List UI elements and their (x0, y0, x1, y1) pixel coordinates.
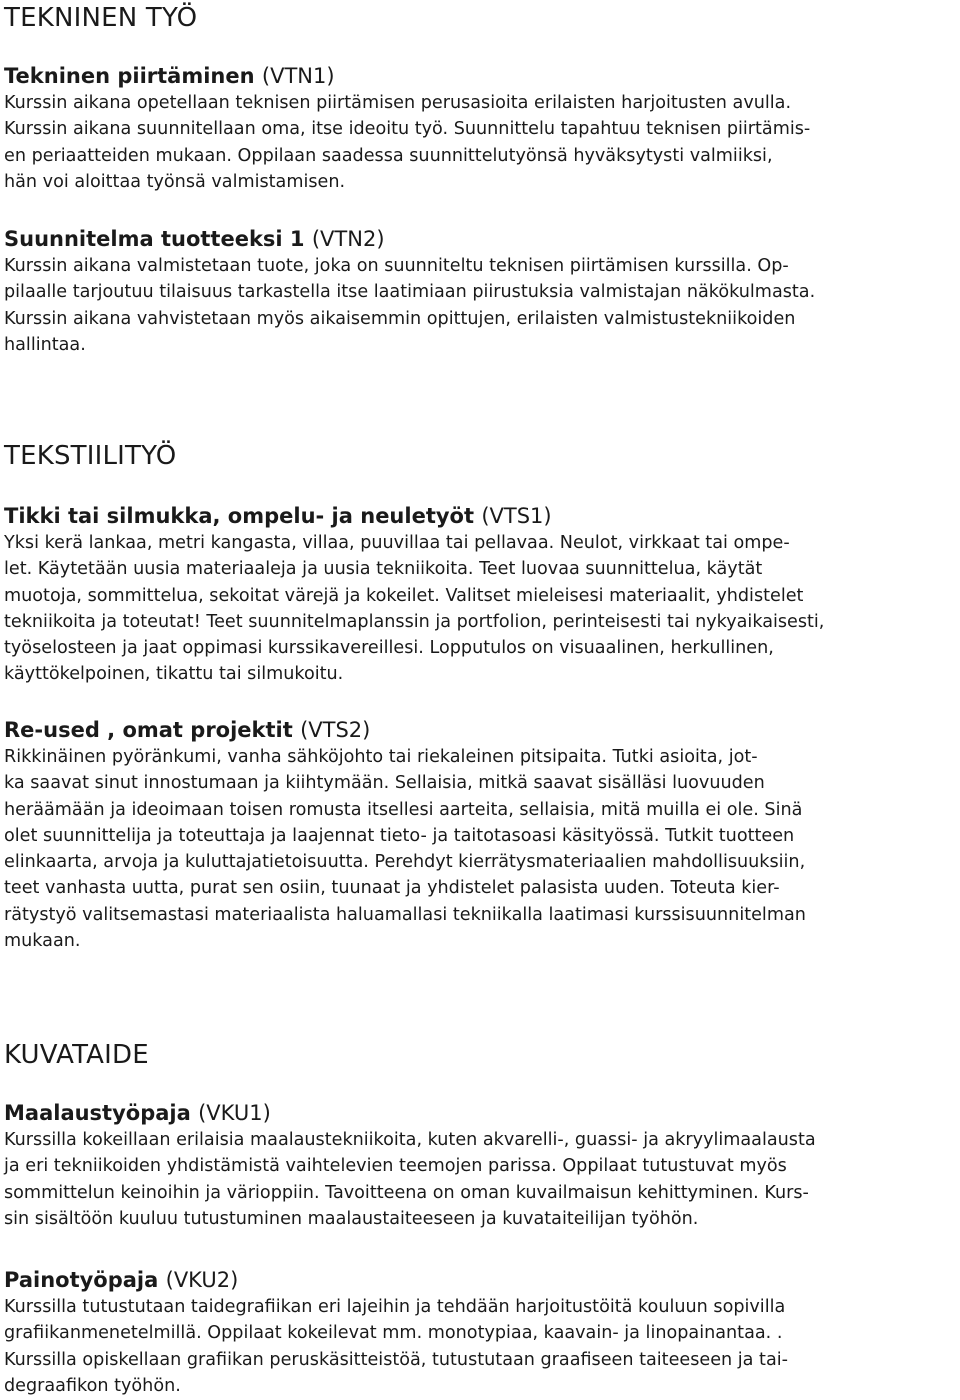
text-line: let. Käytetään uusia materiaaleja ja uusia tekniikoita. Teet luovaa suunnittelua, käytät (4, 559, 763, 580)
text-line: käyttökelpoinen, tikattu tai silmukoitu. (4, 664, 344, 685)
course-heading (4, 62, 942, 90)
section-title-kuvataide: KUVATAIDE (4, 1040, 149, 1070)
course-vtn1 (4, 62, 942, 195)
text-line: Kurssilla tutustutaan taidegrafiikan eri lajeihin ja tehdään harjoitustöitä kouluun sopivilla (4, 1297, 786, 1317)
course-description (4, 90, 942, 195)
course-vtn2 (4, 225, 942, 358)
text-line: Kurssin aikana valmistetaan tuote, joka on suunniteltu teknisen piirtämisen kurssilla. Op- (4, 256, 789, 276)
course-heading (4, 502, 942, 530)
course-name: Maalaustyöpaja (4, 1101, 191, 1125)
text-line: elinkaarta, arvoja ja kuluttajatietoisuutta. Perehdyt kierrätysmateriaalien mahdollisuuksiin, (4, 852, 806, 873)
text-line: Kurssin aikana opetellaan teknisen piirtämisen perusasioita erilaisten harjoitusten avulla. (4, 93, 792, 113)
text-line: degraafikon työhön. (4, 1375, 181, 1396)
text-line: työselosteen ja jaat oppimasi kurssikavereillesi. Lopputulos on visuaalinen, herkullinen, (4, 638, 774, 659)
text-line: Kurssilla kokeillaan erilaisia maalaustekniikoita, kuten akvarelli-, guassi- ja akryylimaalausta (4, 1130, 816, 1150)
text-line: sommittelun keinoihin ja värioppiin. Tavoitteena on oman kuvailmaisun kehittyminen. Kurs- (4, 1182, 809, 1203)
course-vku1 (4, 1099, 942, 1232)
text-line: Kurssin aikana vahvistetaan myös aikaisemmin opittujen, erilaisten valmistustekniikoiden (4, 308, 796, 329)
text-line: hallintaa. (4, 334, 86, 355)
course-vts2 (4, 716, 942, 954)
course-code: (VTS2) (300, 718, 371, 742)
text-line: hän voi aloittaa työnsä valmistamisen. (4, 171, 346, 192)
course-heading (4, 1099, 942, 1127)
course-name: Tikki tai silmukka, ompelu- ja neuletyöt (4, 504, 475, 528)
course-description (4, 253, 942, 358)
course-code: (VKU2) (165, 1268, 239, 1292)
text-line: ja eri tekniikoiden yhdistämistä vaihtelevien teemojen parissa. Oppilaat tutustuvat myös (4, 1156, 787, 1177)
course-description (4, 530, 942, 688)
course-heading (4, 1266, 942, 1294)
section-title-tekninen-tyo: TEKNINEN TYÖ (4, 3, 198, 33)
text-line: grafiikanmenetelmillä. Oppilaat kokeilevat mm. monotypiaa, kaavain- ja linopainantaa. . (4, 1323, 783, 1344)
course-name: Tekninen piirtäminen (4, 64, 255, 88)
text-line: Kurssin aikana suunnitellaan oma, itse ideoitu työ. Suunnittelu tapahtuu teknisen piirtämis- (4, 119, 811, 140)
text-line: rätystyö valitsemastasi materiaalista haluamallasi tekniikalla laatimasi kurssisuunnitelman (4, 904, 806, 925)
text-line: sin sisältöön kuuluu tutustuminen maalaustaiteeseen ja kuvataiteilijan työhön. (4, 1208, 699, 1229)
course-description (4, 744, 942, 954)
course-vts1 (4, 502, 942, 688)
text-line: olet suunnittelija ja toteuttaja ja laajennat tieto- ja taitotasoasi käsityössä. Tutkit tuotteen (4, 825, 795, 846)
text-line: teet vanhasta uutta, purat sen osiin, tuunaat ja yhdistelet palasista uuden. Toteuta kier- (4, 878, 780, 899)
course-code: (VTS1) (481, 504, 552, 528)
text-line: en periaatteiden mukaan. Oppilaan saadessa suunnittelutyönsä hyväksytysti valmiiksi, (4, 145, 773, 166)
text-line: ka saavat sinut innostumaan ja kiihtymään. Sellaisia, mitkä saavat sisälläsi luovuuden (4, 773, 765, 794)
text-line: Yksi kerä lankaa, metri kangasta, villaa, puuvillaa tai pellavaa. Neulot, virkkaat tai ompe- (4, 533, 790, 553)
course-name: Painotyöpaja (4, 1268, 159, 1292)
course-heading (4, 716, 942, 744)
text-line: mukaan. (4, 931, 81, 952)
course-code: (VKU1) (198, 1101, 271, 1125)
course-vku2 (4, 1266, 942, 1399)
section-title-tekstiilityo: TEKSTIILITYÖ (4, 441, 177, 471)
course-description (4, 1127, 942, 1232)
text-line: Rikkinäinen pyöränkumi, vanha sähköjohto tai riekaleinen pitsipaita. Tutki asioita, jot- (4, 747, 758, 767)
text-line: tekniikoita ja toteutat! Teet suunnitelmaplanssin ja portfolion, perinteisesti tai nykyaikaisesti, (4, 611, 825, 632)
text-line: pilaalle tarjoutuu tilaisuus tarkastella itse laatimiaan piirustuksia valmistajan näkökulmasta. (4, 282, 816, 303)
text-line: Kurssilla opiskellaan grafiikan peruskäsitteistöä, tutustutaan graafiseen taiteeseen ja tai- (4, 1349, 788, 1370)
course-heading (4, 225, 942, 253)
text-line: heräämään ja ideoimaan toisen romusta itsellesi aarteita, sellaisia, mitä muilla ei ole. Sinä (4, 799, 803, 820)
course-name: Suunnitelma tuotteeksi 1 (4, 227, 305, 251)
text-line: muotoja, sommittelua, sekoitat värejä ja kokeilet. Valitset mieleisesi materiaalit, yhdistelet (4, 585, 804, 606)
course-code: (VTN2) (311, 227, 385, 251)
course-description (4, 1294, 942, 1399)
course-name: Re-used , omat projektit (4, 718, 293, 742)
course-code: (VTN1) (261, 64, 335, 88)
